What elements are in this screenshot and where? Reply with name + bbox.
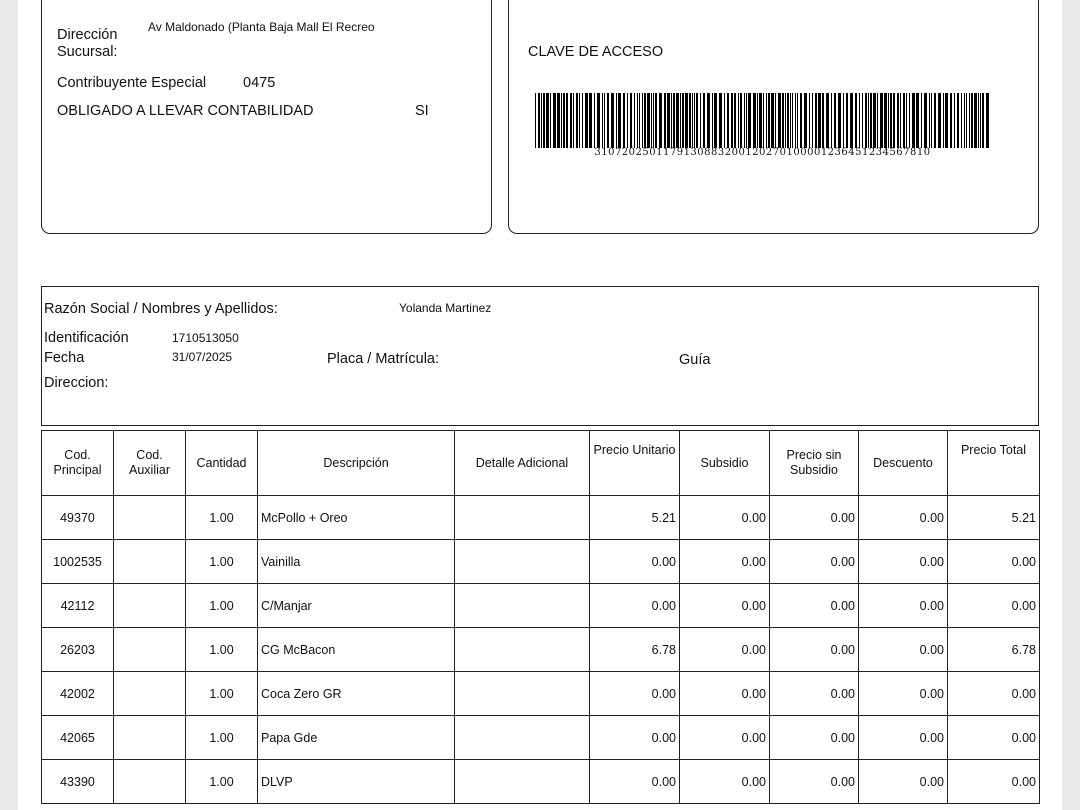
buyer-name-value: Yolanda Martinez bbox=[399, 301, 492, 315]
cell-qty: 1.00 bbox=[186, 760, 258, 804]
barcode-bar bbox=[664, 93, 666, 148]
cell-qty: 1.00 bbox=[186, 584, 258, 628]
cell-description: McPollo + Oreo bbox=[258, 496, 455, 540]
barcode-bar bbox=[909, 93, 910, 148]
barcode-bar bbox=[792, 93, 793, 148]
page-margin-left bbox=[0, 0, 18, 810]
buyer-address-label: Direccion: bbox=[44, 375, 109, 391]
cell-detail bbox=[455, 760, 590, 804]
barcode-bar bbox=[957, 93, 959, 148]
barcode-bar bbox=[604, 93, 605, 148]
barcode-bar bbox=[859, 93, 860, 148]
cell-unit-price: 0.00 bbox=[590, 760, 680, 804]
barcode-bar bbox=[655, 93, 657, 148]
cell-subsidy: 0.00 bbox=[680, 628, 770, 672]
barcode-bar bbox=[740, 93, 742, 148]
barcode-bar bbox=[692, 93, 693, 148]
cell-aux bbox=[114, 584, 186, 628]
table-row bbox=[42, 716, 1040, 760]
cell-discount: 0.00 bbox=[859, 584, 948, 628]
cell-subsidy: 0.00 bbox=[680, 540, 770, 584]
cell-description: C/Manjar bbox=[258, 584, 455, 628]
barcode-bar bbox=[566, 93, 568, 148]
cell-description: Coca Zero GR bbox=[258, 672, 455, 716]
barcode-bar bbox=[763, 93, 764, 148]
cell-detail bbox=[455, 540, 590, 584]
barcode-bar bbox=[738, 93, 739, 148]
cell-total: 0.00 bbox=[948, 716, 1040, 760]
barcode-bar bbox=[538, 93, 540, 148]
barcode-bar bbox=[834, 93, 836, 148]
accounting-label: OBLIGADO A LLEVAR CONTABILIDAD bbox=[57, 103, 314, 119]
barcode-bar bbox=[868, 93, 869, 148]
barcode-bar bbox=[846, 93, 848, 148]
barcode-bar bbox=[778, 93, 781, 148]
barcode-bar bbox=[639, 93, 640, 148]
barcode-bar bbox=[921, 93, 922, 148]
barcode-bar bbox=[831, 93, 832, 148]
barcode-bar bbox=[766, 93, 767, 148]
header-precio-unitario: Precio Unitario bbox=[590, 431, 680, 496]
cell-aux bbox=[114, 628, 186, 672]
barcode-bar bbox=[589, 93, 592, 148]
barcode-bar bbox=[671, 93, 672, 148]
cell-total: 6.78 bbox=[948, 628, 1040, 672]
cell-unit-price: 0.00 bbox=[590, 540, 680, 584]
cell-code: 49370 bbox=[42, 496, 114, 540]
barcode-bar bbox=[607, 93, 609, 148]
barcode-bar bbox=[815, 93, 817, 148]
barcode-bar bbox=[731, 93, 733, 148]
barcode-bar bbox=[651, 93, 652, 148]
barcode-bar bbox=[934, 93, 936, 148]
cell-description: Vainilla bbox=[258, 540, 455, 584]
cell-price-no-subsidy: 0.00 bbox=[770, 716, 859, 760]
barcode-bar bbox=[897, 93, 899, 148]
barcode-bar bbox=[570, 93, 572, 148]
table-row bbox=[42, 496, 1040, 540]
cell-subsidy: 0.00 bbox=[680, 584, 770, 628]
barcode-bar bbox=[850, 93, 853, 148]
cell-subsidy: 0.00 bbox=[680, 716, 770, 760]
buyer-name-label: Razón Social / Nombres y Apellidos: bbox=[44, 301, 278, 317]
barcode-bar bbox=[809, 93, 810, 148]
barcode-bar bbox=[888, 93, 889, 148]
cell-detail bbox=[455, 584, 590, 628]
barcode-bar bbox=[790, 93, 791, 148]
barcode-bar bbox=[924, 93, 927, 148]
cell-price-no-subsidy: 0.00 bbox=[770, 540, 859, 584]
cell-qty: 1.00 bbox=[186, 628, 258, 672]
barcode-bar bbox=[550, 93, 551, 148]
cell-price-no-subsidy: 0.00 bbox=[770, 496, 859, 540]
header-cantidad: Cantidad bbox=[186, 431, 258, 496]
header-descuento: Descuento bbox=[859, 431, 948, 496]
cell-total: 5.21 bbox=[948, 496, 1040, 540]
barcode-bar bbox=[877, 93, 878, 148]
cell-price-no-subsidy: 0.00 bbox=[770, 672, 859, 716]
barcode-bar bbox=[676, 93, 679, 148]
date-value: 31/07/2025 bbox=[172, 350, 233, 364]
barcode-bar bbox=[880, 93, 883, 148]
table-row bbox=[42, 760, 1040, 804]
barcode-bar bbox=[644, 93, 646, 148]
barcode-bar bbox=[759, 93, 762, 148]
barcode-bar bbox=[950, 93, 952, 148]
special-taxpayer-value: 0475 bbox=[243, 75, 276, 91]
cell-qty: 1.00 bbox=[186, 672, 258, 716]
barcode-bar bbox=[714, 93, 717, 148]
barcode-bar bbox=[966, 93, 967, 148]
cell-discount: 0.00 bbox=[859, 672, 948, 716]
barcode-bar bbox=[597, 93, 600, 148]
cell-code: 1002535 bbox=[42, 540, 114, 584]
header-descripcion: Descripción bbox=[258, 431, 455, 496]
buyer-id-value: 1710513050 bbox=[172, 331, 239, 345]
barcode-bar bbox=[561, 93, 562, 148]
barcode-bar bbox=[746, 93, 747, 148]
barcode-bar bbox=[931, 93, 932, 148]
barcode-bar bbox=[978, 93, 979, 148]
barcode-bar bbox=[800, 93, 802, 148]
barcode-bar bbox=[563, 93, 565, 148]
cell-discount: 0.00 bbox=[859, 496, 948, 540]
barcode-bar bbox=[797, 93, 798, 148]
barcode-bar bbox=[812, 93, 813, 148]
barcode-bar bbox=[634, 93, 635, 148]
header-subsidio: Subsidio bbox=[680, 431, 770, 496]
barcode-bar bbox=[865, 93, 867, 148]
cell-description: DLVP bbox=[258, 760, 455, 804]
barcode-bar bbox=[893, 93, 895, 148]
cell-code: 43390 bbox=[42, 760, 114, 804]
barcode-bar bbox=[616, 93, 617, 148]
plate-label: Placa / Matrícula: bbox=[327, 351, 440, 367]
barcode-bar bbox=[703, 93, 705, 148]
cell-total: 0.00 bbox=[948, 540, 1040, 584]
barcode-bar bbox=[775, 93, 776, 148]
cell-detail bbox=[455, 716, 590, 760]
barcode-bar bbox=[982, 93, 984, 148]
barcode-bar bbox=[890, 93, 892, 148]
barcode-bar bbox=[969, 93, 970, 148]
barcode-bar bbox=[659, 93, 662, 148]
barcode-bar bbox=[611, 93, 614, 148]
access-key-number: 3107202501179130883200120270100001236451234567810 bbox=[594, 147, 931, 158]
barcode-bar bbox=[744, 93, 745, 148]
barcode-bar bbox=[557, 93, 560, 148]
cell-aux bbox=[114, 716, 186, 760]
accounting-value: SI bbox=[415, 103, 429, 119]
barcode-bar bbox=[822, 93, 824, 148]
barcode-bar bbox=[707, 93, 710, 148]
cell-aux bbox=[114, 496, 186, 540]
cell-discount: 0.00 bbox=[859, 540, 948, 584]
barcode-bar bbox=[873, 93, 876, 148]
barcode-bar bbox=[943, 93, 944, 148]
cell-description: Papa Gde bbox=[258, 716, 455, 760]
barcode-bar bbox=[787, 93, 789, 148]
header-detalle-adicional: Detalle Adicional bbox=[455, 431, 590, 496]
barcode-bar bbox=[594, 93, 595, 148]
barcode-bar bbox=[862, 93, 863, 148]
barcode-bar bbox=[630, 93, 632, 148]
barcode-bar bbox=[627, 93, 628, 148]
barcode-bar bbox=[785, 93, 786, 148]
barcode-bar bbox=[682, 93, 684, 148]
cell-price-no-subsidy: 0.00 bbox=[770, 628, 859, 672]
barcode-bar bbox=[980, 93, 981, 148]
barcode-bar bbox=[642, 93, 643, 148]
header-cod-auxiliar: Cod. Auxiliar bbox=[114, 431, 186, 496]
cell-qty: 1.00 bbox=[186, 716, 258, 760]
guide-label: Guía bbox=[679, 352, 711, 368]
barcode-bar bbox=[623, 93, 625, 148]
barcode-bar bbox=[804, 93, 807, 148]
barcode-bar bbox=[602, 93, 603, 148]
barcode-bar bbox=[768, 93, 770, 148]
cell-unit-price: 0.00 bbox=[590, 672, 680, 716]
cell-unit-price: 0.00 bbox=[590, 716, 680, 760]
barcode-bar bbox=[543, 93, 545, 148]
header-precio-total: Precio Total bbox=[948, 431, 1040, 496]
barcode-bar bbox=[748, 93, 751, 148]
barcode-bar bbox=[553, 93, 556, 148]
cell-unit-price: 0.00 bbox=[590, 584, 680, 628]
barcode-bar bbox=[782, 93, 784, 148]
barcode-bar bbox=[727, 93, 729, 148]
barcode-bar bbox=[945, 93, 948, 148]
cell-aux bbox=[114, 760, 186, 804]
barcode-bar bbox=[719, 93, 722, 148]
cell-detail bbox=[455, 672, 590, 716]
items-table bbox=[41, 430, 1040, 804]
barcode-bar bbox=[667, 93, 670, 148]
cell-qty: 1.00 bbox=[186, 496, 258, 540]
cell-code: 42065 bbox=[42, 716, 114, 760]
barcode-bar bbox=[954, 93, 955, 148]
table-row bbox=[42, 584, 1040, 628]
barcode-bar bbox=[585, 93, 588, 148]
cell-subsidy: 0.00 bbox=[680, 496, 770, 540]
barcode-bar bbox=[582, 93, 583, 148]
cell-code: 42112 bbox=[42, 584, 114, 628]
cell-detail bbox=[455, 496, 590, 540]
barcode-bar bbox=[938, 93, 941, 148]
cell-unit-price: 5.21 bbox=[590, 496, 680, 540]
cell-unit-price: 6.78 bbox=[590, 628, 680, 672]
barcode-bar bbox=[680, 93, 681, 148]
cell-total: 0.00 bbox=[948, 760, 1040, 804]
cell-detail bbox=[455, 628, 590, 672]
cell-total: 0.00 bbox=[948, 672, 1040, 716]
special-taxpayer-label: Contribuyente Especial bbox=[57, 75, 207, 91]
barcode-bar bbox=[541, 93, 542, 148]
cell-price-no-subsidy: 0.00 bbox=[770, 760, 859, 804]
date-label: Fecha bbox=[44, 350, 85, 366]
barcode-bar bbox=[912, 93, 915, 148]
barcode-bar bbox=[903, 93, 905, 148]
barcode-bar bbox=[696, 93, 698, 148]
barcode-bar bbox=[689, 93, 691, 148]
barcode-bar bbox=[855, 93, 857, 148]
cell-discount: 0.00 bbox=[859, 716, 948, 760]
barcode-bar bbox=[535, 93, 536, 148]
cell-discount: 0.00 bbox=[859, 760, 948, 804]
cell-description: CG McBacon bbox=[258, 628, 455, 672]
barcode-bar bbox=[986, 93, 989, 148]
table-header-row bbox=[42, 431, 1040, 496]
barcode-bar bbox=[685, 93, 688, 148]
barcode-bar bbox=[734, 93, 736, 148]
barcode-bar bbox=[673, 93, 675, 148]
barcode-bar bbox=[838, 93, 841, 148]
cell-code: 26203 bbox=[42, 628, 114, 672]
cell-discount: 0.00 bbox=[859, 628, 948, 672]
barcode-bar bbox=[929, 93, 930, 148]
cell-subsidy: 0.00 bbox=[680, 672, 770, 716]
barcode-bar bbox=[576, 93, 578, 148]
barcode-bar bbox=[700, 93, 701, 148]
barcode-bar bbox=[573, 93, 574, 148]
cell-aux bbox=[114, 672, 186, 716]
barcode-bar bbox=[916, 93, 919, 148]
barcode-bar bbox=[971, 93, 973, 148]
page-margin-right bbox=[1062, 0, 1080, 810]
barcode-bar bbox=[546, 93, 549, 148]
barcode-bar bbox=[843, 93, 844, 148]
table-row bbox=[42, 672, 1040, 716]
barcode-bar bbox=[647, 93, 650, 148]
cell-qty: 1.00 bbox=[186, 540, 258, 584]
header-cod-principal: Cod. Principal bbox=[42, 431, 114, 496]
buyer-id-label: Identificación bbox=[44, 330, 129, 346]
barcode-bar bbox=[724, 93, 725, 148]
barcode-bar bbox=[771, 93, 774, 148]
barcode-bar bbox=[694, 93, 695, 148]
barcode-bar bbox=[906, 93, 907, 148]
cell-price-no-subsidy: 0.00 bbox=[770, 584, 859, 628]
cell-code: 42002 bbox=[42, 672, 114, 716]
barcode-bar bbox=[757, 93, 758, 148]
barcode-bar bbox=[712, 93, 713, 148]
cell-total: 0.00 bbox=[948, 584, 1040, 628]
cell-aux bbox=[114, 540, 186, 584]
barcode-bar bbox=[579, 93, 580, 148]
branch-address-label: Dirección Sucursal: bbox=[57, 27, 118, 60]
barcode bbox=[535, 93, 990, 148]
cell-subsidy: 0.00 bbox=[680, 760, 770, 804]
access-key-label: CLAVE DE ACCESO bbox=[528, 44, 664, 60]
barcode-bar bbox=[795, 93, 796, 148]
barcode-bar bbox=[964, 93, 965, 148]
barcode-bar bbox=[974, 93, 977, 148]
barcode-bar bbox=[753, 93, 756, 148]
barcode-bar bbox=[900, 93, 901, 148]
barcode-bar bbox=[637, 93, 638, 148]
barcode-bar bbox=[884, 93, 887, 148]
barcode-bar bbox=[618, 93, 621, 148]
barcode-bar bbox=[961, 93, 962, 148]
barcode-bar bbox=[653, 93, 654, 148]
branch-address-value: Av Maldonado (Planta Baja Mall El Recreo bbox=[148, 20, 375, 34]
table-row bbox=[42, 628, 1040, 672]
barcode-bar bbox=[826, 93, 829, 148]
header-precio-sin-subsidio: Precio sin Subsidio bbox=[770, 431, 859, 496]
table-row bbox=[42, 540, 1040, 584]
barcode-bar bbox=[870, 93, 872, 148]
barcode-bar bbox=[818, 93, 821, 148]
